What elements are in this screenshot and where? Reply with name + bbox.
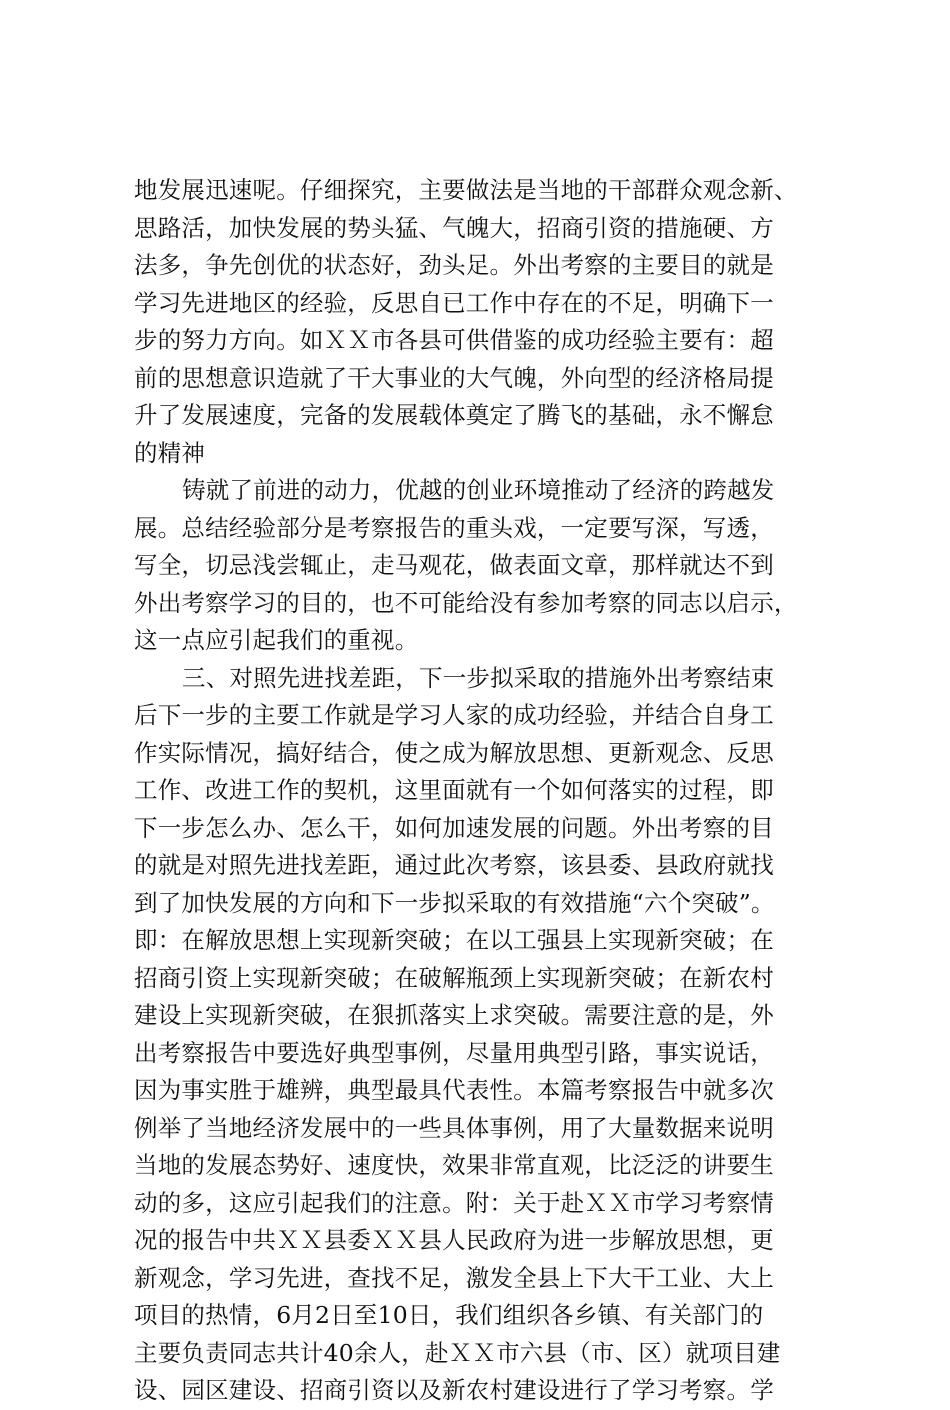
text-line: 因为事实胜于雄辨，典型最具代表性。本篇考察报告中就多次 xyxy=(134,1076,774,1104)
text-line: 出考察报告中要选好典型事例，尽量用典型引路，事实说话， xyxy=(134,1038,774,1067)
text-line: 后下一步的主要工作就是学习人家的成功经验，并结合自身工 xyxy=(134,701,774,729)
text-line: 当地的发展态势好、速度快，效果非常直观，比泛泛的讲要生 xyxy=(134,1151,774,1179)
text-line: 步的努力方向。如ＸＸ市各县可供借鉴的成功经验主要有：超 xyxy=(134,326,774,354)
text-line: 法多，争先创优的状态好，劲头足。外出考察的主要目的就是 xyxy=(134,251,774,279)
text-line: 动的多，这应引起我们的注意。附：关于赴ＸＸ市学习考察情 xyxy=(134,1188,774,1217)
text-line: 学习先进地区的经验，反思自已工作中存在的不足，明确下一 xyxy=(134,288,774,317)
text-line: 思路活，加快发展的势头猛、气魄大，招商引资的措施硬、方 xyxy=(134,213,774,242)
text-line: 的就是对照先进找差距，通过此次考察，该县委、县政府就找 xyxy=(134,851,774,879)
paragraph-start-line: 三、对照先进找差距，下一步拟采取的措施外出考察结束 xyxy=(182,663,775,692)
body-text xyxy=(134,172,834,1410)
text-line: 前的思想意识造就了干大事业的大气魄，外向型的经济格局提 xyxy=(134,363,774,392)
text-line: 到了加快发展的方向和下一步拟采取的有效措施“六个突破”。 xyxy=(134,888,775,917)
text-line: 这一点应引起我们的重视。 xyxy=(134,626,419,654)
text-line: 例举了当地经济发展中的一些具体事例，用了大量数据来说明 xyxy=(134,1113,774,1142)
text-line: 建设上实现新突破，在狠抓落实上求突破。需要注意的是，外 xyxy=(134,1001,774,1029)
text-line: 况的报告中共ＸＸ县委ＸＸ县人民政府为进一步解放思想，更 xyxy=(134,1226,774,1254)
paragraph-start-line: 铸就了前进的动力，优越的创业环境推动了经济的跨越发 xyxy=(182,476,775,504)
text-line: 主要负责同志共计40余人，赴ＸＸ市六县（市、区）就项目建 xyxy=(134,1338,781,1367)
text-line: 工作、改进工作的契机，这里面就有一个如何落实的过程，即 xyxy=(134,776,774,804)
text-line: 展。总结经验部分是考察报告的重头戏，一定要写深，写透， xyxy=(134,513,774,542)
text-line: 外出考察学习的目的，也不可能给没有参加考察的同志以启示， xyxy=(134,588,798,617)
text-line: 升了发展速度，完备的发展载体奠定了腾飞的基础，永不懈怠 xyxy=(134,401,774,429)
text-line: 下一步怎么办、怎么干，如何加速发展的问题。外出考察的目 xyxy=(134,813,774,842)
text-line: 作实际情况，搞好结合，使之成为解放思想、更新观念、反思 xyxy=(134,738,774,767)
text-line: 招商引资上实现新突破；在破解瓶颈上实现新突破；在新农村 xyxy=(134,963,774,992)
text-line: 新观念，学习先进，查找不足，激发全县上下大干工业、大上 xyxy=(134,1263,774,1292)
text-line: 地发展迅速呢。仔细探究，主要做法是当地的干部群众观念新、 xyxy=(134,176,798,204)
text-line: 即：在解放思想上实现新突破；在以工强县上实现新突破；在 xyxy=(134,926,774,954)
text-line: 项目的热情，6月2日至10日，我们组织各乡镇、有关部门的 xyxy=(134,1301,764,1329)
text-line: 写全，切忌浅尝辄止，走马观花，做表面文章，那样就达不到 xyxy=(134,551,774,579)
text-line: 的精神 xyxy=(134,438,206,467)
text-line: 设、园区建设、招商引资以及新农村建设进行了学习考察。学 xyxy=(134,1376,774,1404)
